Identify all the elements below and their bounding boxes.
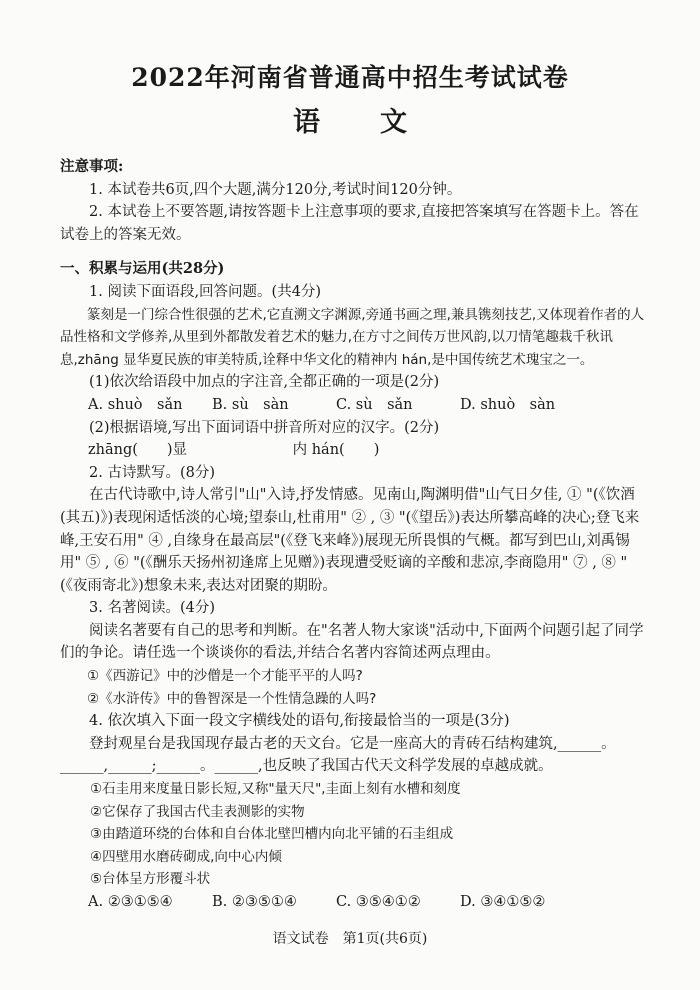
question-4-body: 登封观星台是我国现存最古老的天文台。它是一座高大的青砖石结构建筑,______。______,______;______。______,也反映了我国古代天文科学发展的卓越成就。 — [60, 735, 616, 775]
list-item: ②它保存了我国古代圭表测影的实物 — [90, 803, 305, 820]
exam-content — [60, 156, 645, 914]
subject-title: 语文 — [293, 107, 467, 138]
question-4-items — [60, 778, 645, 891]
question-1-stem: 1. 阅读下面语段,回答问题。(共4分) — [89, 283, 322, 300]
list-item: ④四壁用水磨砖砌成,向中心内倾 — [90, 848, 282, 865]
question-1-passage: 篆刻是一门综合性很强的艺术,它直溯文字渊源,旁通书画之理,兼具镌刻技艺,又体现着作者的人品性格和文学修养,从里到外都散发着艺术的魅力,在方寸之间传万世风韵,以刀情笔趣栽千秋讯息,zhāng 显华夏民族的审美特质,诠释中华文化的精神内 hán,是中国传统艺术瑰宝之一。 — [60, 306, 645, 368]
question-4-options — [60, 891, 645, 914]
question-1-sub2-items — [60, 439, 645, 462]
option-b: B. sù sàn — [212, 396, 289, 413]
question-2-stem: 2. 古诗默写。(8分) — [89, 464, 215, 481]
list-item: ③由踏道环绕的台体和自台体北壁凹槽内向北平铺的石圭组成 — [90, 826, 454, 843]
question-3-option-1: ①《西游记》中的沙僧是一个才能平平的人吗? — [87, 668, 363, 685]
question-1-sub1: (1)依次给语段中加点的字注音,全都正确的一项是(2分) — [89, 374, 440, 391]
notice-item-2: 2. 本试卷上不要答题,请按答题卡上注意事项的要求,直接把答案填写在答题卡上。答在试卷上的答案无效。 — [60, 204, 639, 243]
list-item: ⑤台体呈方形覆斗状 — [90, 871, 211, 888]
question-2-body: 在古代诗歌中,诗人常引"山"入诗,抒发情感。见南山,陶渊明借"山气日夕佳, ① "(《饮酒(其五)》)表现闲适恬淡的心境;望泰山,杜甫用" ② , ③ "(《望岳》)表达所攀高峰的决心;登飞来峰,王安石用" ④ ,自缘身在最高层"(《登飞来峰》)展现无所畏惧的气概。都写到巴山,刘禹锡用" ⑤ , ⑥ "(《酬乐天扬州初逢席上见赠》)表现遭受贬谪的辛酸和悲凉,李商隐用" ⑦ , ⑧ "(《夜雨寄北》)想象未来,表达对团聚的期盼。 — [60, 487, 640, 594]
question-4-stem: 4. 依次填入下面一段文字横线处的语句,衔接最恰当的一项是(3分) — [89, 713, 510, 730]
pinyin-item-1: zhāng( )显 — [88, 442, 188, 459]
option-b: B. ②③⑤①④ — [212, 894, 297, 910]
notice-heading: 注意事项: — [60, 158, 124, 175]
list-item: ①石圭用来度量日影长短,又称"量天尺",圭面上刻有水槽和刻度 — [90, 781, 461, 798]
section-1-heading: 一、积累与运用(共28分) — [60, 260, 225, 278]
question-3-stem: 3. 名著阅读。(4分) — [89, 600, 215, 617]
exam-title: 2022年河南省普通高中招生考试试卷 — [131, 63, 569, 92]
option-a: A. shuò sǎn — [88, 396, 183, 413]
option-c: C. ③⑤④①② — [336, 894, 421, 910]
question-3-body: 阅读名著要有自己的思考和判断。在"名著人物大家谈"活动中,下面两个问题引起了同学们的争论。请任选一个谈谈你的看法,并结合名著内容简述两点理由。 — [60, 622, 644, 662]
page-footer: 语文试卷 第1页(共6页) — [272, 931, 428, 947]
option-d: D. ③④①⑤② — [460, 894, 546, 910]
question-1-sub1-options — [60, 394, 645, 417]
notice-item-1: 1. 本试卷共6页,四个大题,满分120分,考试时间120分钟。 — [89, 181, 462, 198]
pinyin-item-2: 内 hán( ) — [292, 442, 380, 459]
option-d: D. shuò sàn — [460, 396, 556, 413]
question-1-sub2: (2)根据语境,写出下面词语中拼音所对应的汉字。(2分) — [89, 419, 440, 436]
option-a: A. ②③①⑤④ — [88, 894, 173, 910]
question-3-option-2: ②《水浒传》中的鲁智深是一个性情急躁的人吗? — [87, 690, 377, 707]
option-c: C. sù sǎn — [336, 396, 413, 413]
